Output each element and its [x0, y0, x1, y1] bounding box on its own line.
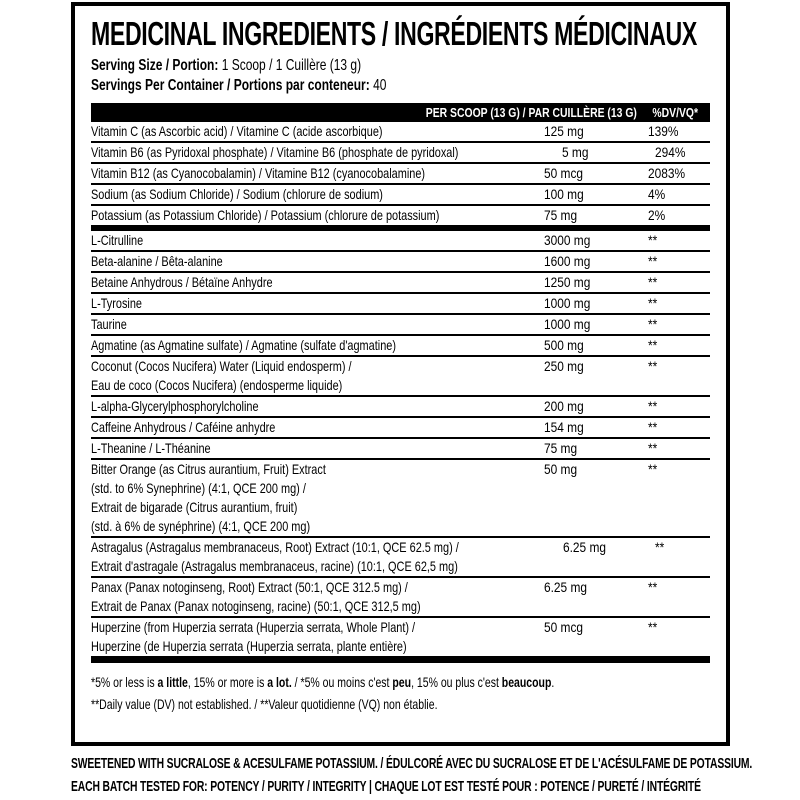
table-row: [91, 395, 710, 416]
footnote-segment: **Daily value (DV) not established. / **Valeur quotidienne (VQ) non établie.: [91, 696, 438, 712]
dv-cell: 2%: [648, 207, 666, 223]
table-row: [91, 334, 710, 355]
ingredient-name-line: Eau de coco (Cocos Nucifera) (endosperme liquide): [91, 377, 343, 393]
ingredient-name-line: Extrait de Panax (Panax notoginseng, racine) (50:1, QCE 312,5 mg): [91, 598, 421, 614]
footnotes: [91, 671, 710, 715]
ingredient-name-line: Vitamin B6 (as Pyridoxal phosphate) / Vitamine B6 (phosphate de pyridoxal): [91, 144, 459, 160]
ingredient-name-line: Panax (Panax notoginseng, Root) Extract (50:1, QCE 312.5 mg) /: [91, 579, 408, 595]
footnote-line: [91, 693, 708, 715]
dv-cell: **: [648, 253, 658, 269]
amount-cell: 125 mg: [544, 123, 584, 139]
ingredient-name-line: Huperzine (from Huperzia serrata (Huperzia serrata, Whole Plant) /: [91, 619, 416, 635]
ingredient-name-cell: [91, 357, 544, 395]
ingredient-name-line: Coconut (Cocos Nucifera) Water (Liquid endosperm) /: [91, 358, 352, 374]
ingredient-name-cell: [91, 315, 544, 334]
supplement-facts-panel: [71, 2, 730, 746]
ingredient-name-cell: [91, 252, 544, 271]
amount-cell: 1000 mg: [544, 316, 591, 332]
ingredient-name-cell: [91, 143, 562, 162]
ingredient-name-cell: [91, 439, 544, 458]
ingredient-name-line: Astragalus (Astragalus membranaceus, Root) Extract (10:1, QCE 62.5 mg) /: [91, 539, 459, 555]
amount-cell: 100 mg: [544, 186, 584, 202]
ingredient-name-cell: [91, 273, 544, 292]
dv-cell: **: [648, 358, 658, 374]
amount-cell: 500 mg: [544, 337, 584, 353]
servings-per-container-line: [91, 76, 708, 96]
ingredient-name-line: Caffeine Anhydrous / Caféine anhydre: [91, 419, 276, 435]
dv-cell: **: [648, 274, 658, 290]
ingredient-name-cell: [91, 538, 563, 576]
footnote-segment: a lot.: [267, 674, 292, 690]
ingredient-name-line: Vitamin B12 (as Cyanocobalamin) / Vitamine B12 (cyanocobalamine): [91, 165, 426, 181]
table-row: [91, 355, 710, 395]
footnote-segment: *5% or less is: [91, 674, 158, 690]
table-row: [91, 162, 710, 183]
table-row: [91, 437, 710, 458]
ingredient-name-cell: [91, 460, 544, 536]
ingredient-name-cell: [91, 578, 544, 616]
ingredient-name-line: L-Citrulline: [91, 232, 144, 248]
amount-cell: 250 mg: [544, 358, 584, 374]
serving-size-line: [91, 56, 708, 76]
bottom-disclaimer-line: EACH BATCH TESTED FOR: POTENCY / PURITY / INTEGRITY | CHAQUE LOT EST TESTÉ POUR : POTENCE / PURETÉ / INTÉGRITÉ: [71, 777, 701, 795]
ingredient-name-line: L-Theanine / L-Théanine: [91, 440, 211, 456]
panel-title: MEDICINAL INGREDIENTS / INGRÉDIENTS MÉDICINAUX: [91, 15, 697, 52]
ingredient-name-cell: [91, 397, 544, 416]
amount-cell: 1600 mg: [544, 253, 591, 269]
serving-info: [91, 56, 710, 96]
table-row: [91, 458, 710, 536]
footnote-segment: / *5% ou moins c'est: [291, 674, 393, 690]
table-row: [91, 204, 710, 225]
amount-cell: 75 mg: [544, 440, 578, 456]
amount-cell: 50 mcg: [544, 619, 584, 635]
bottom-disclaimer-line: SWEETENED WITH SUCRALOSE & ACESULFAME POTASSIUM. / ÉDULCORÉ AVEC DU SUCRALOSE ET DE L'ACÉSULFAME DE POTASSIUM.: [71, 755, 753, 772]
table-row: [91, 292, 710, 313]
amount-cell: 50 mg: [544, 461, 578, 477]
servings-per-container-value: 40: [373, 77, 387, 94]
table-row: [91, 183, 710, 204]
amount-cell: 50 mcg: [544, 165, 584, 181]
table-row: [91, 616, 710, 656]
serving-size-label: Serving Size / Portion:: [91, 57, 219, 74]
dv-cell: **: [648, 440, 658, 456]
footnote-segment: , 15% ou plus c'est: [411, 674, 502, 690]
ingredient-name-cell: [91, 336, 544, 355]
ingredient-name-cell: [91, 185, 544, 204]
ingredient-name-cell: [91, 231, 544, 250]
table-row: [91, 576, 710, 616]
ingredient-name-line: (std. to 6% Synephrine) (4:1, QCE 200 mg) /: [91, 480, 306, 496]
ingredient-name-line: Agmatine (as Agmatine sulfate) / Agmatine (sulfate d'agmatine): [91, 337, 396, 353]
ingredient-name-cell: [91, 206, 544, 225]
ingredient-name-cell: [91, 618, 544, 656]
amount-cell: 3000 mg: [544, 232, 591, 248]
dv-cell: **: [654, 539, 665, 555]
table-bottom-divider: [91, 656, 710, 663]
amount-cell: 154 mg: [544, 419, 584, 435]
dv-cell: **: [648, 579, 658, 595]
table-row: [91, 313, 710, 334]
amount-cell: 5 mg: [562, 144, 589, 160]
amount-cell: 1000 mg: [544, 295, 591, 311]
ingredient-name-line: (std. à 6% de synéphrine) (4:1, QCE 200 mg): [91, 518, 311, 534]
dv-cell: **: [648, 461, 658, 477]
dv-cell: 294%: [654, 144, 686, 160]
servings-per-container-label: Servings Per Container / Portions par conteneur:: [91, 77, 370, 94]
dv-header: %DV/VQ*: [652, 105, 698, 120]
dv-cell: **: [648, 295, 658, 311]
footnote-line: [91, 671, 708, 693]
table-row: [91, 122, 710, 141]
dv-cell: 2083%: [648, 165, 686, 181]
serving-size-value: 1 Scoop / 1 Cuillère (13 g): [221, 57, 362, 74]
ingredient-name-line: Extrait de bigarade (Citrus aurantium, fruit): [91, 499, 298, 515]
footnote-segment: .: [551, 674, 555, 690]
dv-cell: **: [648, 619, 658, 635]
ingredient-name-line: Bitter Orange (as Citrus aurantium, Fruit) Extract: [91, 461, 326, 477]
ingredient-name-cell: [91, 418, 544, 437]
dv-cell: **: [648, 398, 658, 414]
table-row: [91, 250, 710, 271]
amount-cell: 6.25 mg: [544, 579, 588, 595]
ingredient-name-cell: [91, 122, 544, 141]
ingredient-name-line: Taurine: [91, 316, 127, 332]
dv-cell: 139%: [648, 123, 679, 139]
footnote-segment: , 15% or more is: [187, 674, 268, 690]
table-row: [91, 141, 710, 162]
table-row: [91, 231, 710, 250]
amount-cell: 6.25 mg: [562, 539, 606, 555]
ingredient-name-line: L-alpha-Glycerylphosphorylcholine: [91, 398, 259, 414]
table-row: [91, 536, 710, 576]
ingredient-name-line: Beta-alanine / Bêta-alanine: [91, 253, 223, 269]
ingredient-name-line: L-Tyrosine: [91, 295, 142, 311]
ingredient-name-line: Betaine Anhydrous / Bétaïne Anhydre: [91, 274, 273, 290]
amount-cell: 75 mg: [544, 207, 578, 223]
table-row: [91, 271, 710, 292]
ingredient-name-cell: [91, 164, 544, 183]
footnote-segment: beaucoup: [501, 674, 552, 690]
dv-cell: **: [648, 337, 658, 353]
dv-cell: **: [648, 419, 658, 435]
ingredient-name-line: Vitamin C (as Ascorbic acid) / Vitamine C (acide ascorbique): [91, 123, 383, 139]
dv-cell: **: [648, 232, 658, 248]
footnote-segment: peu: [392, 674, 412, 690]
table-header-bar: [91, 103, 710, 122]
bottom-disclaimer: [71, 753, 800, 798]
ingredient-name-line: Huperzine (de Huperzia serrata (Huperzia serrata, plante entière): [91, 638, 407, 654]
amount-cell: 200 mg: [544, 398, 584, 414]
ingredient-name-line: Potassium (as Potassium Chloride) / Potassium (chlorure de potassium): [91, 207, 440, 223]
footnote-segment: a little: [157, 674, 188, 690]
ingredient-name-line: Sodium (as Sodium Chloride) / Sodium (chlorure de sodium): [91, 186, 383, 202]
ingredient-name-cell: [91, 294, 544, 313]
amount-cell: 1250 mg: [544, 274, 591, 290]
dv-cell: **: [648, 316, 658, 332]
ingredients-table: [91, 122, 710, 656]
per-scoop-header: PER SCOOP (13 G) / PAR CUILLÈRE (13 G): [425, 105, 637, 120]
table-row: [91, 416, 710, 437]
dv-cell: 4%: [648, 186, 666, 202]
ingredient-name-line: Extrait d'astragale (Astragalus membranaceus, racine) (10:1, QCE 62,5 mg): [91, 558, 458, 574]
